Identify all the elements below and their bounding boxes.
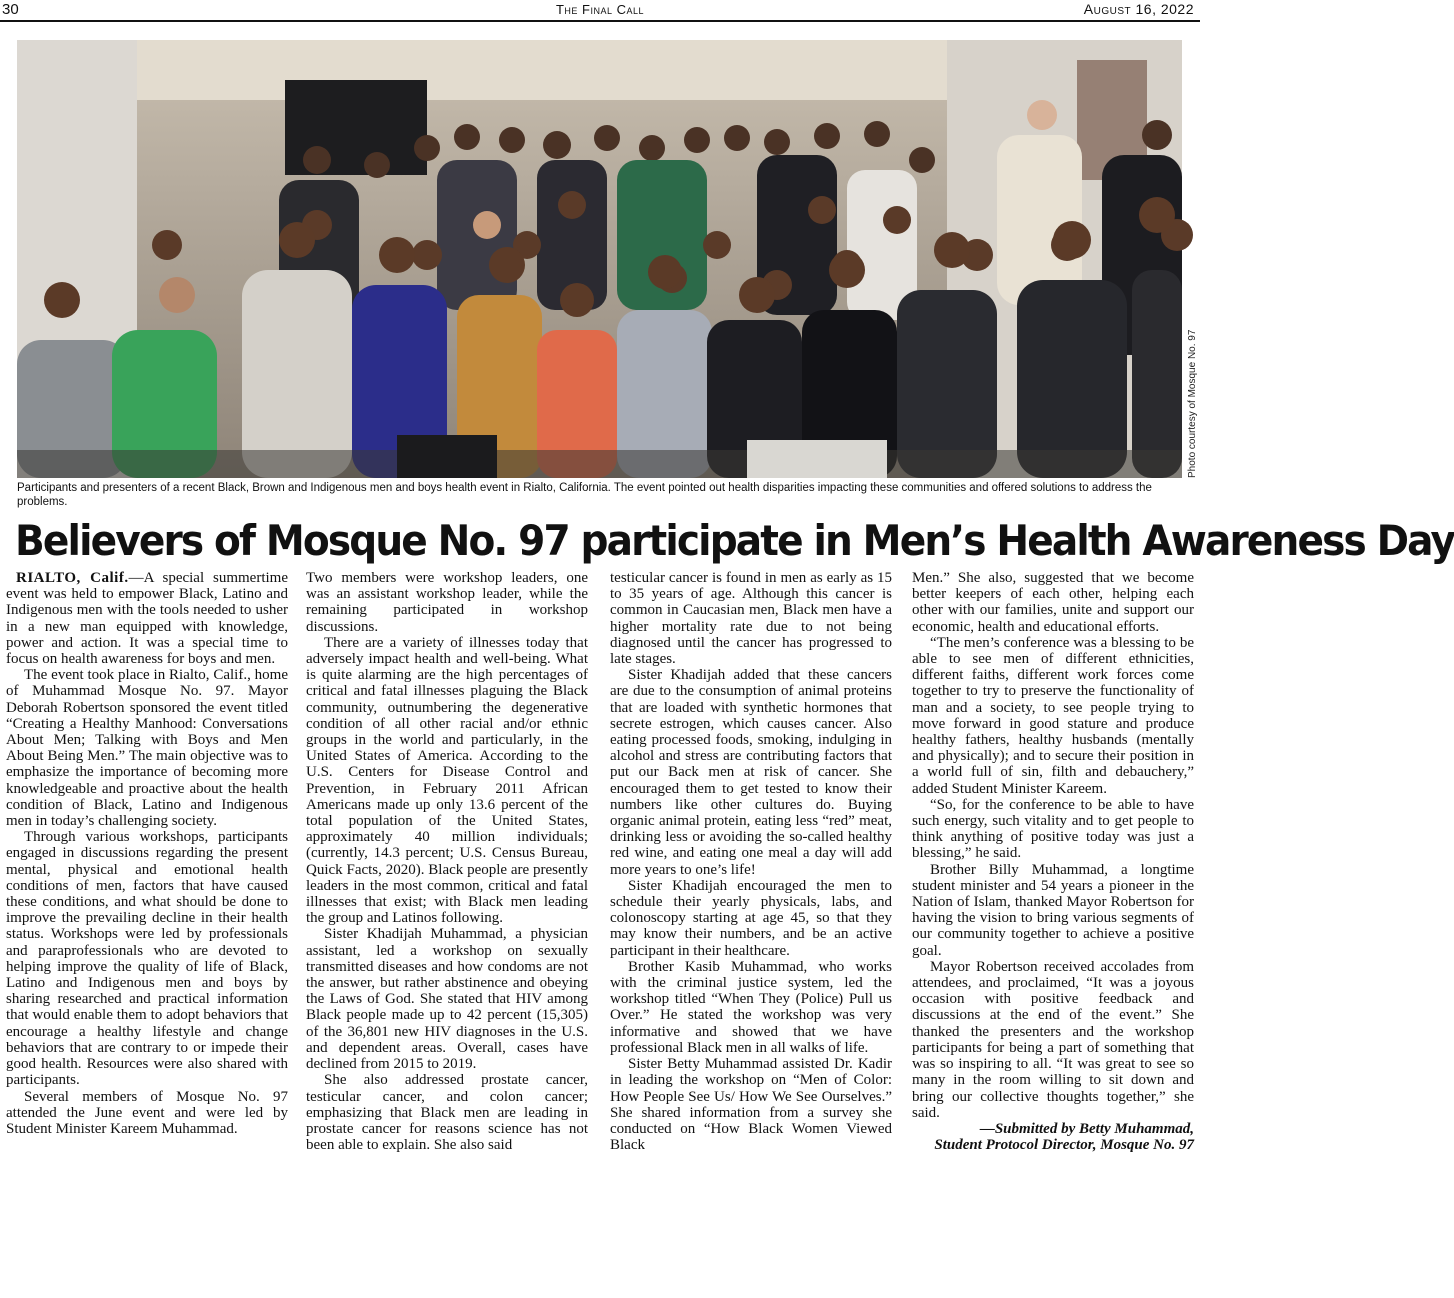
dateline: RIALTO, Calif. bbox=[16, 570, 129, 586]
paragraph: testicular cancer is found in men as early as 15 to 35 years of age. Although this cancer is common in Caucasian men, Black men have a higher mortality rate due to not being diagnosed until the cancer has progressed to late stages. bbox=[610, 570, 892, 668]
publication-name: The Final Call bbox=[555, 2, 645, 17]
page-number: 30 bbox=[2, 1, 19, 18]
group-photo bbox=[17, 40, 1182, 478]
article-column-1 bbox=[6, 570, 288, 1137]
paragraph: RIALTO, Calif.—A special summertime event was held to empower Black, Latino and Indigenous men with the tools needed to usher in a new man equipped with knowledge, power and action. It was a special time to focus on health awareness for boys and men. bbox=[6, 570, 289, 668]
paragraph: Brother Billy Muhammad, a longtime student minister and 54 years a pioneer in the Nation of Islam, thanked Mayor Robertson for having the vision to bring various segments of our community together to achieve a positive goal. bbox=[912, 861, 1194, 959]
paragraph: Sister Betty Muhammad assisted Dr. Kadir in leading the workshop on “Men of Color: How People See Us/ How We See Ourselves.” She shared information from a survey she conducted on “How Black Women Viewed Black bbox=[610, 1056, 892, 1154]
paragraph: The event took place in Rialto, Calif., home of Muhammad Mosque No. 97. Mayor Deborah Robertson sponsored the event titled “Creating a Healthy Manhood: Conversations About Men; Talking with Boys and Men About Being Men.” The main objective was to emphasize the importance of becoming more knowledgeable and proactive about the health condition of Black, Latino and Indigenous men in today’s challenging society. bbox=[6, 667, 288, 830]
paragraph: Brother Kasib Muhammad, who works with the criminal justice system, led the workshop titled “When They (Police) Pull us Over.” He stated the workshop was very informative and showed that we have professional Black men in all walks of life. bbox=[610, 958, 892, 1056]
paragraph: Two members were workshop leaders, one was an assistant workshop leader, while the remaining participated in workshop discussions. bbox=[306, 570, 588, 635]
paragraph: Sister Khadijah Muhammad, a physician assistant, led a workshop on sexually transmitted diseases and how condoms are not the answer, but rather abstinence and obeying the Laws of God. She stated that HIV among Black people made up to 42 percent (15,305) of the 36,801 new HIV diagnoses in the U.S. and dependent areas. Overall, cases have declined from 2015 to 2019. bbox=[306, 926, 588, 1073]
group-photo-illustration bbox=[17, 40, 1182, 478]
paragraph: Several members of Mosque No. 97 attended the June event and were led by Student Minister Kareem Muhammad. bbox=[6, 1088, 288, 1137]
paragraph: Mayor Robertson received accolades from attendees, and proclaimed, “It was a joyous occasion with positive feedback and discussions at the end of the event.” She thanked the presenters and the workshop participants for being a part of something that was so inspiring to all. “It was great to see so many in the room willing to sit down and bring our collective thoughts together,” she said. bbox=[912, 958, 1194, 1121]
page-folio bbox=[0, 0, 1200, 22]
photo-caption: Participants and presenters of a recent Black, Brown and Indigenous men and boys health event in Rialto, California. The event pointed out health disparities impacting these communities and offered solutions to address the problems. bbox=[17, 482, 1152, 508]
paragraph: She also addressed prostate cancer, testicular cancer, and colon cancer; emphasizing that Black men are leading in prostate cancer for reasons science has not been able to explain. She also said bbox=[306, 1072, 588, 1154]
issue-date: August 16, 2022 bbox=[1083, 1, 1194, 17]
article-column-2 bbox=[306, 570, 588, 1153]
paragraph: Sister Khadijah added that these cancers are due to the consumption of animal proteins that are loaded with synthetic hormones that secrete estrogen, which causes cancer. Also eating processed foods, smoking, indulging in alcohol and stress are contributing factors that put our Back men at risk of cancer. She encouraged them to get tested to know their numbers like other cultures do. Buying organic animal protein, eating less “red” meat, drinking less or avoiding the so-called healthy red wine, and eating one meal a day will add more years to one’s life! bbox=[610, 667, 892, 878]
article-column-3 bbox=[610, 570, 892, 1153]
paragraph: “The men’s conference was a blessing to be able to see men of different ethnicities, different faiths, different work forces come together to try to preserve the functionality of man and a society, to see people trying to move forward in good stature and produce healthy fathers, healthy husbands (mentally and physically); and to secure their position in a world full of sin, filth and debauchery,” added Student Minister Kareem. bbox=[912, 634, 1194, 797]
paragraph: Through various workshops, participants engaged in discussions regarding the present mental, physical and emotional health conditions of men, factors that have caused these conditions, and what should be done to improve the prevailing decline in their health status. Workshops were led by professionals and paraprofessionals who are devoted to helping improve the quality of life of Black, Latino and Indigenous men and boys by sharing researched and practical information that would enable them to adopt behaviors that encourage a healthy lifestyle and change behaviors that are contrary to or impede their good health. Resources were also shared with participants. bbox=[6, 829, 288, 1089]
article-headline: Believers of Mosque No. 97 participate in Men’s Health Awareness Day bbox=[15, 516, 1454, 565]
article-column-4 bbox=[912, 570, 1194, 1153]
paragraph: Men.” She also, suggested that we become better keepers of each other, helping each other with our families, unite and support our economic, health and educational efforts. bbox=[912, 570, 1194, 635]
paragraph: “So, for the conference to be able to have such energy, such vitality and to get people to think anything of positive today was just a blessing,” he said. bbox=[912, 796, 1194, 862]
photo-credit: Photo courtesy of Mosque No. 97 bbox=[1187, 329, 1198, 478]
article-signature: —Submitted by Betty Muhammad, Student Protocol Director, Mosque No. 97 bbox=[934, 1120, 1194, 1154]
paragraph: There are a variety of illnesses today that adversely impact health and well-being. What is quite alarming are the high percentages of critical and fatal illnesses plaguing the Black community, outnumbering the degenerative condition of all other racial and/or ethnic groups in the world and particularly, in the United States of America. According to the U.S. Centers for Disease Control and Prevention, in February 2011 African Americans made up only 13.6 percent of the total population of the United States, approximately 40 million individuals; (currently, 14.3 percent; U.S. Census Bureau, Quick Facts, 2020). Black people are presently leaders in the most common, critical and fatal illnesses that exist; with Black men leading the group and Latinos following. bbox=[306, 634, 588, 927]
paragraph: Sister Khadijah encouraged the men to schedule their yearly physicals, labs, and colonoscopy starting at age 45, so that they may know their numbers, and be an active participant in their healthcare. bbox=[610, 877, 892, 959]
